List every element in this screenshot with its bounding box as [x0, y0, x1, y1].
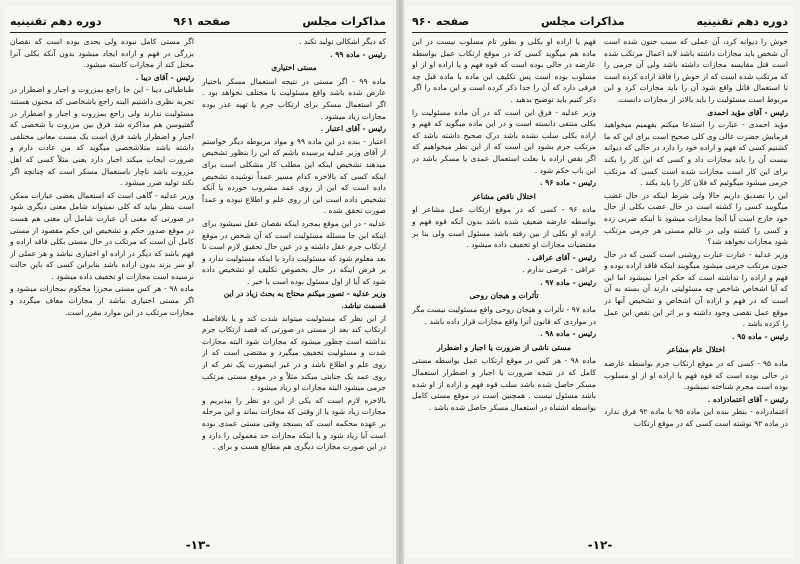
paragraph: ماده ۹۹ - اگر مستی در نتیجه استعمال مسکر باختیار عارض شده باشد واقع مسئولیت با مختلف نخواهد بود . اگر استعمال مسکر برای ارتکاب جرم یا تهیه عذر بوده مجازات زیاد میشود .: [202, 76, 386, 121]
speaker-line: رئیس - آقای مؤید احمدی: [707, 107, 788, 117]
right-page: [406, 6, 794, 558]
left-columns: [10, 36, 386, 532]
paragraph: خوش را دیوانه کرد، آن عملی که سبب جنون شده است آن شخص باید مجازات داشته باشد لابد اعمال مرتکب شده است قتل مقایسه مجازات داشته باشد ولی آن جرمی را که مرتکب شده است که از خوش را فاقد اراده کرده است تا استعمال قاتل واقع شود آن را باید مجازات کرد و این مربوط است مسئولیت را باید بالاتر از مجازات دانست.: [604, 37, 788, 104]
right-running-title: مذاکرات مجلس: [541, 14, 625, 28]
left-page-header: [10, 10, 386, 33]
left-page-number: -۱۳-: [185, 538, 211, 552]
paragraph: وزیر عدلیه - فرق این است که در آن ماده مسئولیت را بکلی منتفی دانسته است و در این ماده میگوید که فهم و اراده بکلی سلب نشده باشد درک صحیح داشته باشد که مرتکب جرم بشود این است که از این نظر میخواهیم که اگر نقص اراده یا بعلت استعمال عمدی یا مسکر باشد در این باب حکم شود .: [412, 107, 596, 175]
section-heading: تأثرات و هیجان روحی: [469, 291, 539, 301]
speaker-line: رئیس - ماده ۹۹ .: [329, 49, 386, 59]
paragraph: ماده ۹۸ - هر کس در موقع ارتکاب عمل بواسطه مستی کامل که در نتیجه ضرورت یا اجبار و اضطرار استعمال مسکر حاصل شده باشد سلب قوه فهم و اراده از او شده باشد مسئول نیست . همچنین است در موقع مستی کامل بواسطه اشتباه در استعمال مسکر حاصل شده باشد .: [412, 356, 596, 412]
section-heading: اختلال ناقص مشاعر: [472, 191, 536, 201]
speaker-line: وزیر عدلیه - تصور میکنم محتاج به بحث زیاد در این قسمت نباشد.: [223, 289, 386, 311]
speaker-line: رئیس - آقای دیبا .: [135, 72, 194, 82]
right-session-label: دوره دهم تقنینیه: [696, 14, 788, 28]
paragraph: که دیگر اشکالی تولید نکند .: [299, 37, 386, 46]
left-session-label: دوره دهم تقنینیه: [10, 14, 102, 28]
paragraph: از این نظر که مسئولیت میتواند شدت کند و یا بلافاصله ارتکاب کند بعد از مستی در صورتی که قصد ارتکاب جرم نداشته است چطور میشود که مجازات شود البته مجازات شدت و مسئولیت تخفیف میگیرد و مقتضی است که از روی علم و اطلاع باشد و در غیر اینصورت یک نفر که از روی عمد یک جنایتی میکند مثلاً و در موقع مستی مرتکب جرمی میشود البته مجازات او زیاد میشود .: [202, 313, 386, 393]
left-page: [4, 6, 392, 558]
paragraph: فهم یا اراده او بکلی و بطور تام مسلوب نیست در این ماده هم میگوید کسی که در موقع ارتکاب عمل بواسطه عارضه در حالی بوده است که قوه فهم و یا اراده او از او مسلوب بوده است پس تکلیف این ماده با ماده قبل چه فرقی دارد که آن را جدا ذکر کرده است و این ماده را اگر ذکر کنیم باید توضیح بدهید .: [412, 37, 596, 104]
paragraph: وزیر عدلیه - عبارت عبارت روشنی است کسی که در حال جنون مرتکب جرمی میشود میگویند اینکه فاقد اراده بوده و فهم و اراده را نداشته است که حکم اجرا نمیشود اما این که آیا اشخاص شاخص چه مسئولیتی دارند آن بسته به آن است که در فهم و اراده آن اشخاص و تشخیص آنها در موقع عمل نقصی وجود داشته و بر اثر این نقص این عمل را کرده باشد .: [604, 249, 788, 329]
paragraph: عراقی - عرضی ندارم .: [522, 265, 596, 275]
paragraph: اگر مستی کامل نبوده ولی بحدی بوده است که نقصان بزرگی در فهم و اراده ایجاد میشود بدون آنکه بکلی آنرا مختل کند از مجازات کاسته میشود.: [10, 37, 194, 70]
right-columns: [412, 36, 788, 532]
paragraph: اعتبار - بنده در این ماده ۹۹ و مواد مربوطه دیگر خواستم از آقای وزیر عدلیه پرسیده باشم که این را بنظور تشخیص میدهند تشخیص اینکه این مطلب کار مشکلی است برای اینکه کسی که بالاخره کدام مسیر عمداً نوشیده تشخیص داده است که این از روی عمد مشروب خورده یا آنکه تشخیص داده است این از روی علم و اطلاع نبوده و عمداً صورت تحقق شده .: [202, 136, 386, 216]
right-page-label: صفحه ۹۶۰: [412, 14, 470, 28]
paragraph: عدلیه - در این موقع بمجرد اینکه نقصان عقل نمیشود برای اینکه این جا مسئله مسئولیت است که آن شخص در موقع ارتکاب جرم عقل داشته و در عین حال تحقیق لازم است تا بعد معلوم شود که مسئولیت دارد یا اینکه مسئولیت ندارد و بر فرض اینکه در حال بخصوص تکلیف او تشخیص داده شود که آیا از اول مسئول بوده است یا خیر .: [202, 218, 386, 286]
paragraph: ماده ۹۸ - هر کس مستی محرزا محکوم بمجازات میشود و اگر مستی اختیاری نباشد از مجازات معاف میگردد و مجازات مرتکب در این موارد مقرر است.: [10, 284, 194, 317]
paragraph: اعتمادزاده - بنظر بنده این ماده ۹۵ با ماده ۹۲ فرق ندارد در ماده ۹۲ نوشته است کسی که در موقع ارتکاب: [604, 407, 788, 428]
speaker-line: رئیس - ماده ۹۵ .: [731, 331, 788, 341]
paragraph: این را تصدیق داریم حالا ولی شرط اینکه در حال غضب میگویند کسی را کشته است در حال عضب بکلی از حال خود خارج است آیا آنجا مجازات میشود تا اینکه ضربی زده و کسی را کشته ولی در عالم مستی هر جرمی مرتکب شود مجازات نخواهد شد؟: [604, 190, 788, 247]
paragraph: ماده ۹۵ - کسی که در موقع ارتکاب جرم بواسطه عارضه در حالی بوده است که قوه فهم یا اراده او از او مسلوب بوده است مجرم شناخته نمیشود.: [604, 359, 788, 392]
right-page-column-right: [604, 36, 788, 532]
speaker-line: رئیس - آقای عراقی .: [527, 252, 596, 262]
section-heading: مستی ناشی از ضرورت یا اجبار و اضطرار: [437, 342, 571, 352]
speaker-line: رئیس - آقای اعتبار .: [320, 124, 386, 134]
paragraph: بالاخره لازم است که یکی از این دو نظر را بپذیریم و مجازات زیاد شود یا از وقتی که مجازات بماند و این مرحله بر عهده محکمه است که بسنجد وقتی مستی عمدی بوده است آیا زیاد شود و یا اینکه مجازات حد معمولی را دارد و در این صورت مجازات دیگری هم مطالع هست و برای .: [202, 395, 386, 452]
speaker-line: رئیس - ماده ۹۶ .: [539, 178, 596, 188]
paragraph: طباطبائی دیبا - این جا راجع بمزروت و اجبار و اضطرار در تجربه نظری داشتیم البته راجع باشخاصی که مجنون هستند مسئولیت ندارند ولی راجع بمزروت و اجبار و اضطرار در گفتیوسن هم مذاکره شد فرق بین مزروت یا شخصی که اجبار و اضطرار باشد فرق است یک مست معانی مختلفی داشته باشد متلاشخصی میگوید که من عادت دارم و ضرورت ایجاب میکند اجبار دارد یعنی مثلاً کسی که اهل مزروت باشد ناچار باستعمال مسکر است که چنانچه اگر نکند تولید ضرر میشود .: [10, 85, 194, 188]
paragraph: مؤید احمدی - عبارت را استدعا میکنم بفهمیم میخواهید فرمایش حضرت عالی وی کلی صحیح است برای این که ما کشتیم کسی که فهم و اراده خود را دارد در حالی که دیوانه نیست آن را باید مجازات داد و کسی که این کار را بکند برای این کار است مجازات شده است کسی که مرتکب جرمی میشود میگوئیم که فلان کار را باید بکند .: [604, 120, 788, 188]
speaker-line: رئیس - ماده ۹۸ .: [539, 329, 596, 339]
paragraph: ماده ۹۶ - کسی که در موقع ارتکاب عمل مشاعر او بواسطه عارضه ضعیف شده باشد بدون آنکه قوه فهم و اراده او بکلی از بین رفته باشد مسئول است ولی بنا بر مقتضیات مجازات او تخفیف داده میشود .: [412, 205, 596, 250]
left-running-title: مذاکرات مجلس: [302, 14, 386, 28]
right-page-header: [412, 10, 788, 33]
paragraph: وزیر عدلیه - گاهی است که استعمال بعضی عبارات ممکن است بنظر بیاید که کلی نمیتواند شامل معنی دیگری شود در صورتی که معنی آن عبارت شامل آن معنی هم هست در موقع صدور حکم و تشخیص این حکم مقصود از مستی کامل آن است که مرتکب در حال مستی بکلی فاقد اراده و فهم باشد که دیگر در اراده او اختیاری نباشد و هر عملی از او سر بزند بدون اراده باشد بنابراین کسی که باین حالت نرسیده است مجازات او تخفیف داده میشود .: [10, 190, 194, 281]
book-gutter: [396, 0, 404, 564]
section-heading: مستی اختیاری: [271, 63, 317, 73]
speaker-line: رئیس - آقای اعتمادزاده .: [707, 394, 788, 404]
paragraph: ماده ۹۷ - تأثرات و هیجان روحی واقع مسئولیت نیست مگر در مواردی که قانون آنرا واقع مجازات قرار داده باشد .: [412, 305, 596, 326]
speaker-line: رئیس - ماده ۹۷ .: [539, 277, 596, 287]
left-page-column-left: [10, 36, 194, 532]
right-page-column-left: [412, 36, 596, 532]
left-page-column-right: [202, 36, 386, 532]
left-page-label: صفحه ۹۶۱: [173, 14, 231, 28]
right-page-number: -۱۲-: [587, 538, 613, 552]
section-heading: اختلال عام مشاعر: [667, 345, 725, 355]
